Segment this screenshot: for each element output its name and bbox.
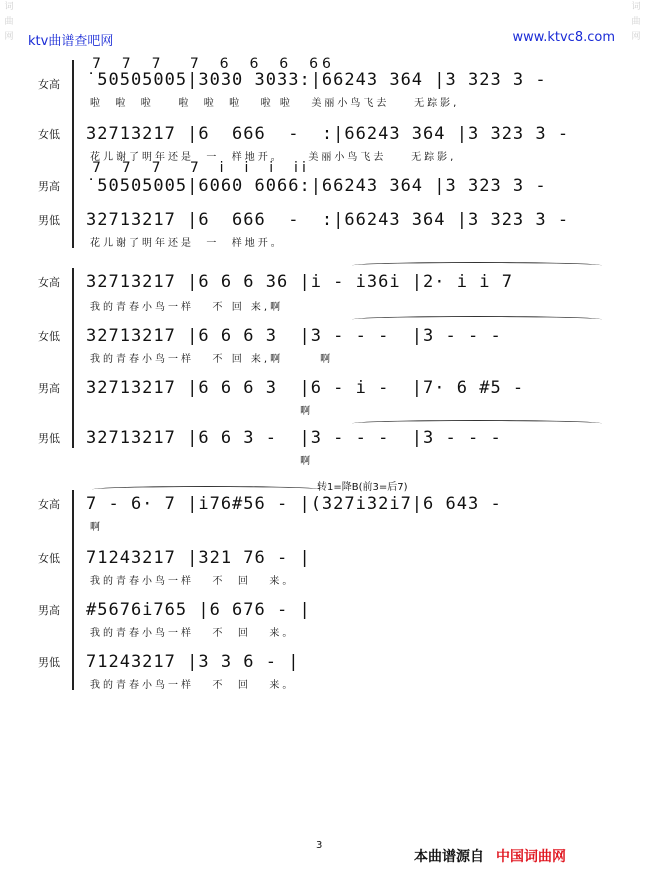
watermark-left: 词 曲 网	[4, 2, 14, 42]
part-soprano: 女高 32713217 |6 6 6 36 |i - i36i |2· i i 7 我的青春小鸟一样 不 回 来,啊	[38, 272, 513, 313]
tie-slur	[352, 420, 602, 427]
part-alto: 女低 32713217 |6 666 - :|66243 364 |3 323 3 - 花儿谢了明年还是 一 样地开。 美丽小鸟飞去 无踪影,	[38, 124, 570, 163]
part-tenor: 男高 32713217 |6 6 6 3 |6 - i - |7· 6 #5 - 啊	[38, 378, 525, 417]
part-soprano: 女高 7 7 7 7 6 6 6 66 ˙50505005|3030 3033:|66243 364 |3 323 3 - 啦 啦 啦 啦 啦 啦 啦 啦 美丽小鸟飞去 无踪影,	[38, 56, 547, 109]
part-bass: 男低 32713217 |6 666 - :|66243 364 |3 323 3 - 花儿谢了明年还是 一 样地开。	[38, 210, 570, 249]
watermark-right: 词 曲 网	[631, 2, 641, 42]
source-footer	[414, 846, 566, 866]
source-site-name[interactable]: 中国词曲网	[496, 849, 566, 865]
part-tenor: 男高 #5676i765 |6 676 - | 我的青春小鸟一样 不 回 来。	[38, 600, 311, 639]
part-soprano: 女高 7 - 6· 7 |i76#56 - |(327i32i7|6 643 - 啊	[38, 494, 502, 533]
page-number: 3	[316, 840, 323, 851]
part-tenor: 男高 7 7 7 7 i i i ii ˙50505005|6060 6066:|66243 364 |3 323 3 -	[38, 160, 547, 196]
source-label: 本曲谱源自	[414, 849, 484, 865]
part-bass: 男低 32713217 |6 6 3 - |3 - - - |3 - - - 啊	[38, 428, 502, 467]
site-header-right[interactable]: www.ktvc8.com	[512, 30, 615, 45]
tie-slur	[352, 316, 602, 323]
tie-slur	[92, 486, 322, 493]
part-bass: 男低 71243217 |3 3 6 - | 我的青春小鸟一样 不 回 来。	[38, 652, 300, 691]
tie-slur	[352, 262, 602, 269]
key-change-note: 转1=降B(前3=后7)	[317, 482, 408, 493]
site-header-left: ktv曲谱查吧网	[28, 34, 114, 49]
part-alto: 女低 32713217 |6 6 6 3 |3 - - - |3 - - - 我的青春小鸟一样 不 回 来,啊 啊	[38, 326, 502, 365]
part-alto: 女低 71243217 |321 76 - | 我的青春小鸟一样 不 回 来。	[38, 548, 311, 587]
